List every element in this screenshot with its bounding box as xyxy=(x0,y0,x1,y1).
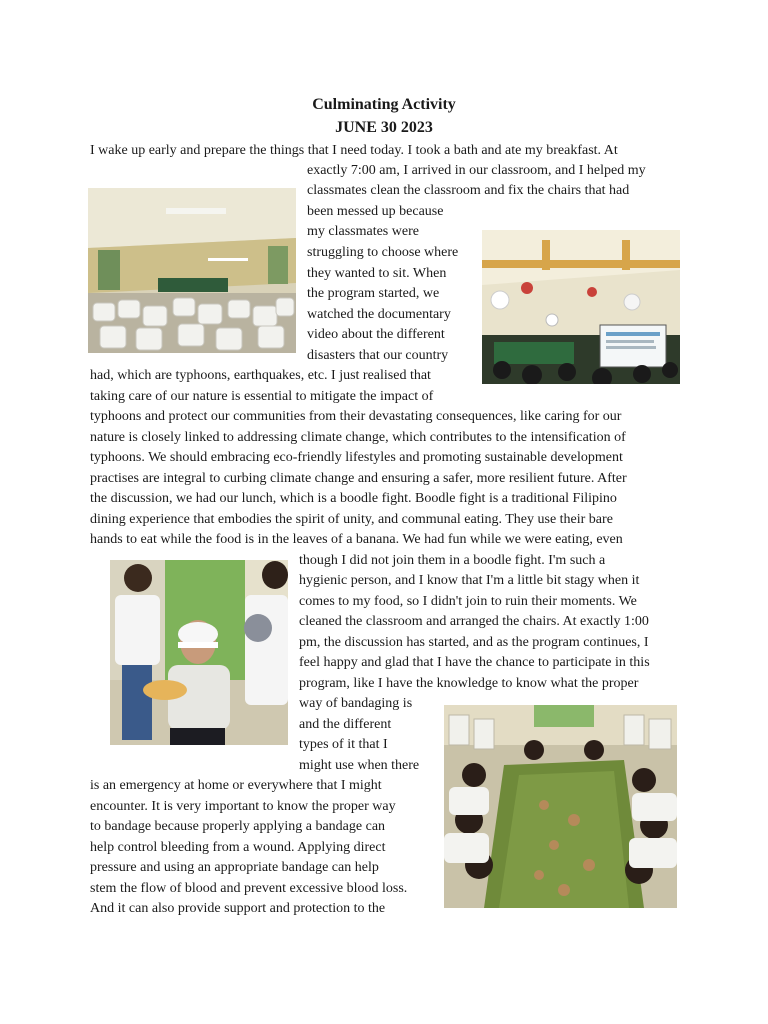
document-title: Culminating Activity xyxy=(312,96,456,113)
body-line: struggling to choose where xyxy=(307,245,459,260)
body-line: help control bleeding from a wound. Applying direct xyxy=(90,840,386,855)
body-line: cleaned the classroom and arranged the chairs. At exactly 1:00 xyxy=(299,614,649,629)
body-line: practises are integral to curbing climate change and ensuring a safer, more resilient future. After xyxy=(90,471,627,486)
body-line: they wanted to sit. When xyxy=(307,266,447,281)
body-line: might use when there xyxy=(299,758,420,773)
body-line: classmates clean the classroom and fix the chairs that had xyxy=(307,183,630,198)
body-line: exactly 7:00 am, I arrived in our classroom, and I helped my xyxy=(307,163,646,178)
body-line: types of it that I xyxy=(299,737,388,752)
body-line: and the different xyxy=(299,717,392,732)
body-line: hands to eat while the food is in the leaves of a banana. We had fun while we were eating, even xyxy=(90,532,623,547)
body-line: typhoons and protect our communities from their devastating consequences, like caring for our xyxy=(90,409,622,424)
body-line: is an emergency at home or everywhere that I might xyxy=(90,778,382,793)
body-line: to bandage because properly applying a bandage can xyxy=(90,819,386,834)
document-date: JUNE 30 2023 xyxy=(335,119,433,136)
body-line: I wake up early and prepare the things that I need today. I took a bath and ate my breakfast. At xyxy=(90,143,618,158)
body-line: the program started, we xyxy=(307,286,440,301)
body-line: watched the documentary xyxy=(307,307,451,322)
boodle-fight-photo xyxy=(444,705,677,908)
classroom-chairs-photo xyxy=(88,188,296,353)
body-line: pm, the discussion has started, and as the program continues, I xyxy=(299,635,649,650)
program-stage-photo xyxy=(482,230,680,384)
body-line: dining experience that embodies the spirit of unity, and communal eating. They use their bare xyxy=(90,512,613,527)
body-line: program, like I have the knowledge to know what the proper xyxy=(299,676,639,691)
body-line: And it can also provide support and protection to the xyxy=(90,901,386,916)
body-line: encounter. It is very important to know the proper way xyxy=(90,799,396,814)
body-line: pressure and using an appropriate bandage can help xyxy=(90,860,379,875)
body-line: taking care of our nature is essential to mitigate the impact of xyxy=(90,389,434,404)
body-line: video about the different xyxy=(307,327,445,342)
body-line: though I did not join them in a boodle fight. I'm such a xyxy=(299,553,606,568)
body-line: been messed up because xyxy=(307,204,444,219)
body-line: the discussion, we had our lunch, which is a boodle fight. Boodle fight is a traditional Filipino xyxy=(90,491,617,506)
body-line: my classmates were xyxy=(307,224,419,239)
body-line: comes to my food, so I didn't join to ruin their moments. We xyxy=(299,594,637,609)
body-line: nature is closely linked to addressing climate change, which contributes to the intensification of xyxy=(90,430,626,445)
body-line: had, which are typhoons, earthquakes, etc. I just realised that xyxy=(90,368,431,383)
body-line: way of bandaging is xyxy=(299,696,413,711)
body-line: feel happy and glad that I have the chance to participate in this xyxy=(299,655,650,670)
body-line: stem the flow of blood and prevent excessive blood loss. xyxy=(90,881,408,896)
body-line: typhoons. We should embracing eco-friendly lifestyles and promoting sustainable development xyxy=(90,450,623,465)
body-line: disasters that our country xyxy=(307,348,449,363)
body-line: hygienic person, and I know that I'm a little bit stagy when it xyxy=(299,573,640,588)
bandaging-demo-photo xyxy=(110,560,288,745)
